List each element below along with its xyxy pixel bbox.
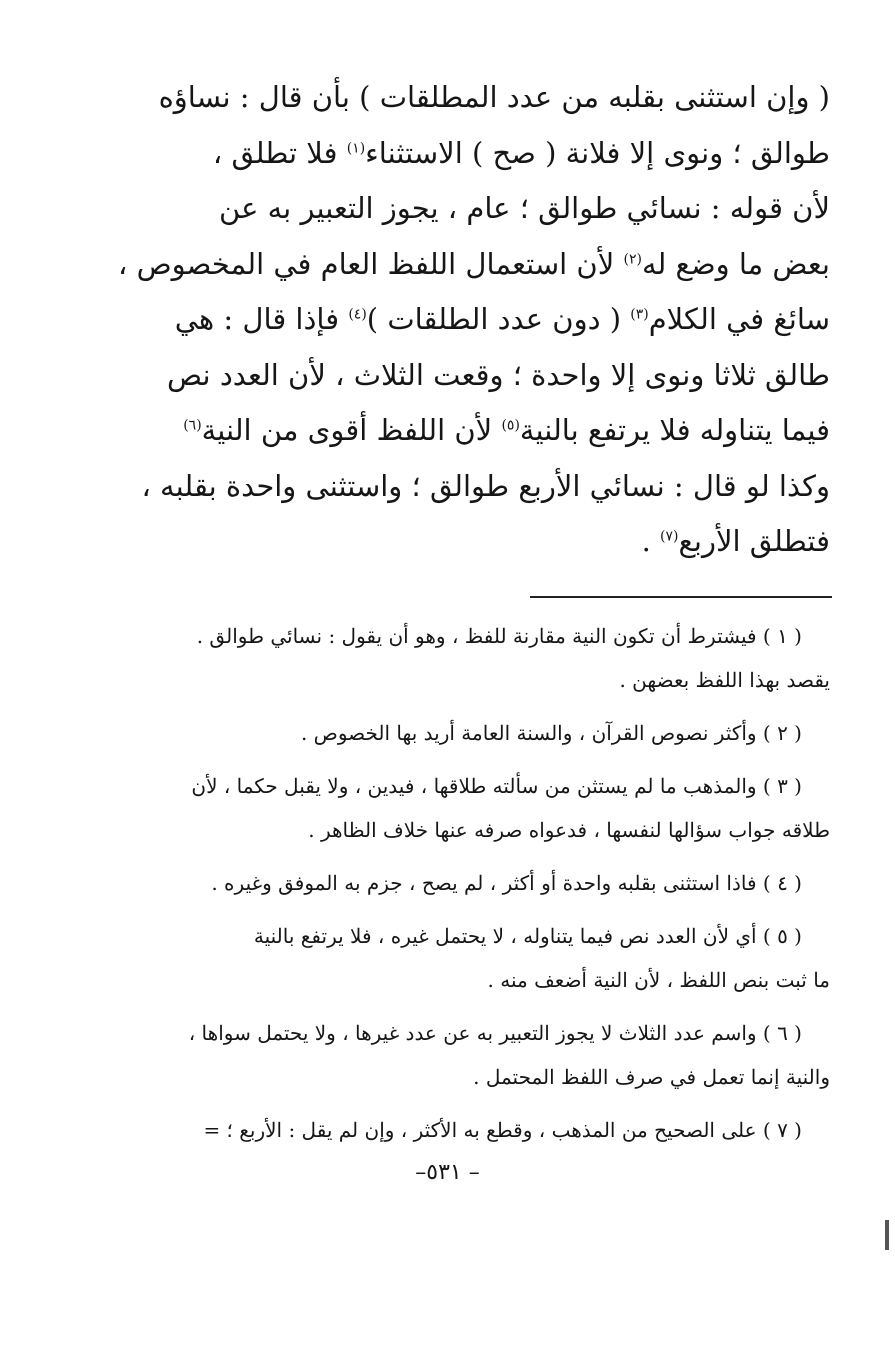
footnote-ref-1: (١) [346, 139, 366, 156]
footnote-7 [100, 1108, 830, 1161]
footnote-line: يقصد بهذا اللفظ بعضهن . [619, 668, 830, 692]
footnote-5 [100, 914, 830, 1011]
footnote-ref-6: (٦) [183, 417, 202, 434]
footnote-line: ( ٣ ) والمذهب ما لم يستثن من سألته طلاقها ، فيدين ، ولا يقبل حكما ، لأن [191, 774, 802, 798]
footnote-line: طلاقه جواب سؤالها لنفسها ، فدعواه صرفه عنها خلاف الظاهر . [308, 818, 830, 842]
footnote-ref-4: (٤) [348, 306, 367, 323]
footnote-ref-2: (٢) [623, 250, 642, 267]
footnote-6 [100, 1011, 830, 1108]
footnote-line: ( ٢ ) وأكثر نصوص القرآن ، والسنة العامة أريد بها الخصوص . [300, 721, 802, 745]
footnote-2 [100, 711, 830, 764]
footnote-ref-5: (٥) [501, 417, 520, 434]
footnote-line: ( ٦ ) واسم عدد الثلاث لا يجوز التعبير به عن عدد غيرها ، ولا يحتمل سواها ، [188, 1021, 802, 1045]
main-text-line [100, 70, 830, 126]
main-text-segment: طالق ثلاثا ونوى إلا واحدة ؛ وقعت الثلاث ، لأن العدد نص [167, 357, 830, 392]
footnote-3 [100, 764, 830, 861]
footnote-line: والنية إنما تعمل في صرف اللفظ المحتمل . [473, 1065, 830, 1089]
main-text-segment: لأن استعمال اللفظ العام في المخصوص ، [118, 246, 615, 281]
main-text-segment: فتطلق الأربع [678, 524, 830, 558]
main-text-segment: وكذا لو قال : نسائي الأربع طوالق ؛ واستثنى واحدة بقلبه ، [141, 468, 830, 503]
footnote-line: ( ١ ) فيشترط أن تكون النية مقارنة للفظ ، وهو أن يقول : نسائي طوالق . [196, 624, 802, 648]
main-text-line [100, 292, 830, 348]
main-text-segment: طوالق ؛ ونوى إلا فلانة ( صح ) الاستثناء [365, 135, 830, 170]
footnote-line: ( ٧ ) على الصحيح من المذهب ، وقطع به الأكثر ، وإن لم يقل : الأربع ؛ = [203, 1118, 802, 1142]
main-text-line [100, 181, 830, 237]
footnote-4 [100, 861, 830, 914]
main-text-line [100, 459, 830, 515]
footnote-line: ( ٤ ) فاذا استثنى بقلبه واحدة أو أكثر ، لم يصح ، جزم به الموفق وغيره . [211, 871, 802, 895]
main-text-line [100, 514, 830, 570]
main-text-block [100, 70, 830, 570]
main-text-line [100, 126, 830, 182]
footnote-ref-3: (٣) [630, 306, 649, 323]
main-text-segment: . [641, 524, 651, 558]
main-text-segment: فإذا قال : هي [174, 302, 340, 336]
main-text-line [100, 348, 830, 404]
main-text-line [100, 237, 830, 293]
main-text-segment: لأن اللفظ أقوى من النية [201, 413, 493, 447]
main-text-segment: سائغ في الكلام [648, 302, 830, 336]
footnote-1 [100, 614, 830, 711]
main-text-segment: ( وإن استثنى بقلبه من عدد المطلقات ) بأن قال : نساؤه [158, 80, 830, 114]
main-text-segment: فلا تطلق ، [212, 135, 338, 170]
footnote-line: ( ٥ ) أي لأن العدد نص فيما يتناوله ، لا يحتمل غيره ، فلا يرتفع بالنية [253, 924, 802, 948]
footnote-ref-7: (٧) [660, 528, 679, 545]
footnote-line: ما ثبت بنص اللفظ ، لأن النية أضعف منه . [487, 968, 830, 992]
main-text-segment: فيما يتناوله فلا يرتفع بالنية [519, 413, 830, 447]
footnote-separator [530, 596, 832, 598]
main-text-segment: ( دون عدد الطلقات ) [366, 302, 622, 336]
scan-edge-mark [885, 1220, 889, 1250]
main-text-line [100, 403, 830, 459]
page-number: – ٥٣١– [415, 1160, 480, 1185]
footnotes-block [100, 614, 830, 1161]
main-text-segment: لأن قوله : نسائي طوالق ؛ عام ، يجوز التعبير به عن [219, 191, 830, 225]
main-text-segment: بعض ما وضع له [641, 246, 830, 281]
